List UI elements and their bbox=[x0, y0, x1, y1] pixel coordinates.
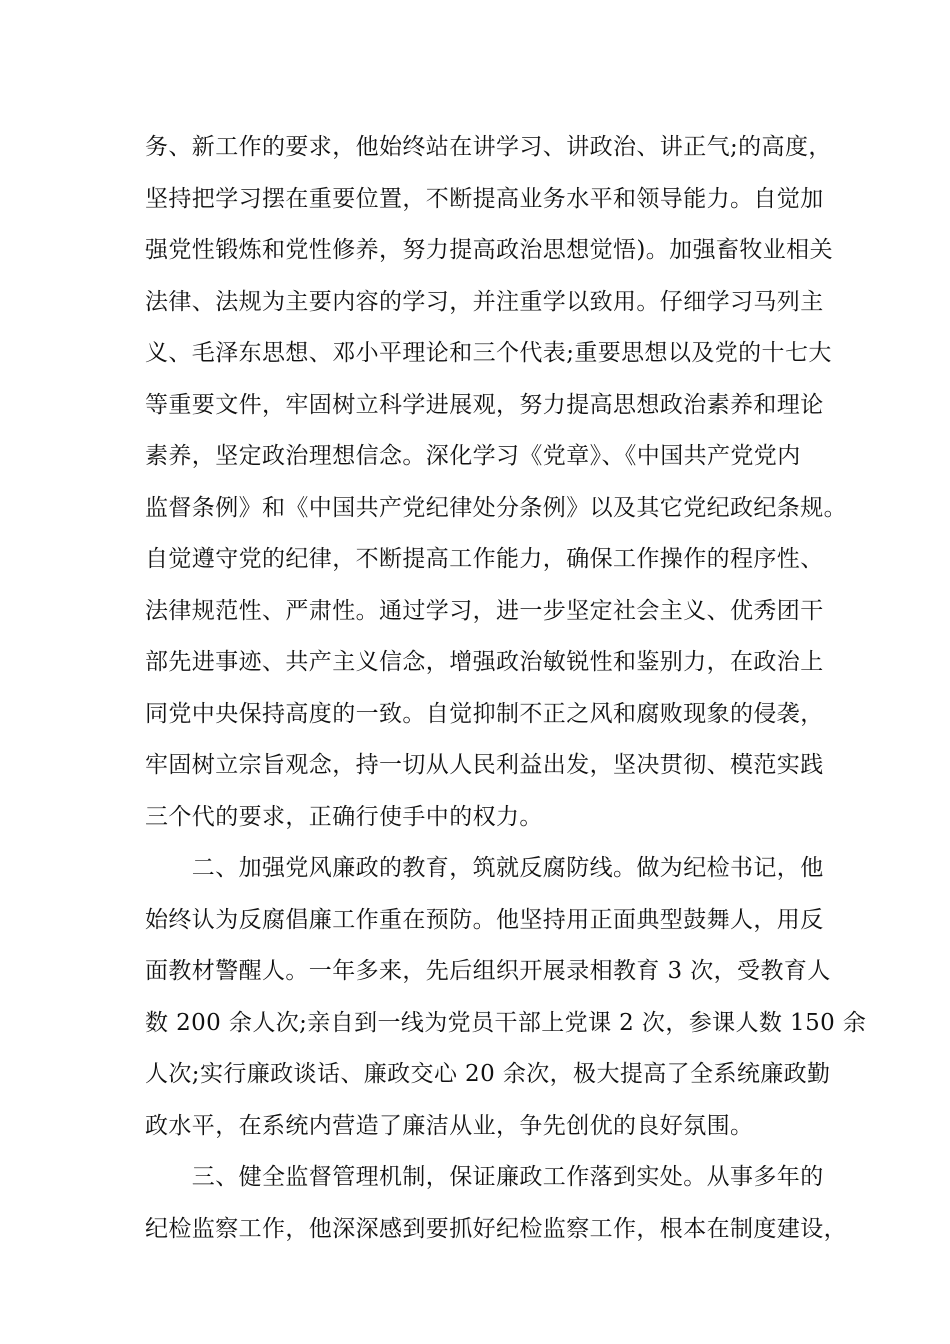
text-line: 自觉遵守党的纪律，不断提高工作能力，确保工作操作的程序性、 bbox=[145, 546, 824, 572]
text-line: 牢固树立宗旨观念，持一切从人民利益出发，坚决贯彻、模范实践 bbox=[145, 752, 824, 778]
text-line: 法律、法规为主要内容的学习，并注重学以致用。仔细学习马列主 bbox=[145, 288, 824, 315]
text-line: 强党性锻炼和党性修养，努力提高政治思想觉悟)。加强畜牧业相关 bbox=[145, 237, 833, 263]
text-line: 监督条例》和《中国共产党纪律处分条例》以及其它党纪政纪条规。 bbox=[145, 494, 847, 521]
text-line: 素养，坚定政治理想信念。深化学习《党章》、《中国共产党党内 bbox=[145, 443, 801, 469]
text-line: 面教材警醒人。一年多来，先后组织开展录相教育 3 次，受教育人 bbox=[145, 958, 831, 984]
text-line: 坚持把学习摆在重要位置，不断提高业务水平和领导能力。自觉加 bbox=[145, 185, 824, 212]
text-line: 法律规范性、严肃性。通过学习，进一步坚定社会主义、优秀团干 bbox=[145, 597, 824, 624]
text-line: 数 200 余人次;亲自到一线为党员干部上党课 2 次，参课人数 150 余 bbox=[145, 1009, 867, 1036]
text-line: 纪检监察工作，他深深感到要抓好纪检监察工作，根本在制度建设， bbox=[145, 1215, 847, 1242]
text-line: 人次;实行廉政谈话、廉政交心 20 余次，极大提高了全系统廉政勤 bbox=[145, 1061, 831, 1087]
text-line: 始终认为反腐倡廉工作重在预防。他坚持用正面典型鼓舞人，用反 bbox=[145, 906, 824, 933]
text-line: 等重要文件，牢固树立科学进展观，努力提高思想政治素养和理论 bbox=[145, 391, 824, 418]
paragraph-start-line: 三、健全监督管理机制，保证廉政工作落到实处。从事多年的 bbox=[145, 1164, 824, 1190]
paragraph-start-line: 二、加强党风廉政的教育，筑就反腐防线。做为纪检书记，他 bbox=[145, 855, 824, 881]
text-line: 政水平，在系统内营造了廉洁从业，争先创优的良好氛围。 bbox=[145, 1112, 754, 1139]
text-line: 务、新工作的要求，他始终站在讲学习、讲政治、讲正气;的高度， bbox=[145, 134, 832, 160]
text-line: 同党中央保持高度的一致。自觉抑制不正之风和腐败现象的侵袭， bbox=[145, 700, 824, 727]
text-line: 义、毛泽东思想、邓小平理论和三个代表;重要思想以及党的十七大 bbox=[145, 340, 832, 366]
text-line: 三个代的要求，正确行使手中的权力。 bbox=[145, 803, 543, 830]
text-line: 部先进事迹、共产主义信念，增强政治敏锐性和鉴别力，在政治上 bbox=[145, 649, 824, 675]
body-text bbox=[145, 122, 867, 1255]
